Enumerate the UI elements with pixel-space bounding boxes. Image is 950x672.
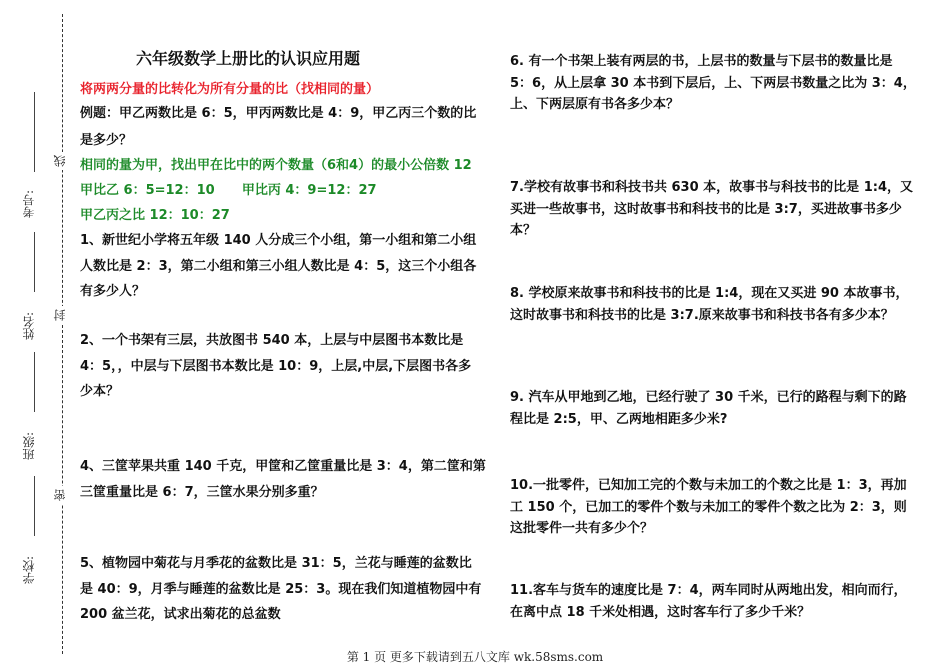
question-2 xyxy=(80,330,471,403)
question-2-line-2: 4：5，，中层与下层图书本数比是 10：9，上层,中层,下层图书各多 xyxy=(80,358,472,374)
question-5-line-3: 200 盆兰花，试求出菊花的总盆数 xyxy=(80,607,281,622)
hint-result: 甲乙丙之比 12：10：27 xyxy=(80,208,230,223)
question-9-line-2: 程比是 2:5，甲、乙两地相距多少米? xyxy=(510,411,728,427)
question-9 xyxy=(510,387,907,430)
page-footer: 第 1 页 更多下载请到五八文库 wk.58sms.com xyxy=(346,650,604,664)
question-6-line-1: 6. 有一个书架上装有两层的书，上层书的数量与下层书的数量比是 xyxy=(510,54,893,69)
question-6-line-3: 上、下两层原有书各多少本？ xyxy=(510,97,680,112)
question-2-line-1: 2、一个书架有三层，共放图书 540 本，上层与中层图书本数比是 xyxy=(80,333,464,348)
example-line-2: 是多少？ xyxy=(80,132,133,148)
section-subtitle: 将两两分量的比转化为所有分量的比（找相同的量） xyxy=(80,82,380,97)
question-4 xyxy=(80,456,486,503)
question-4-line-2: 三筐重量比是 6：7，三筐水果分别多重？ xyxy=(80,484,324,500)
question-2-line-3: 少本？ xyxy=(80,384,120,399)
class-label: 班级: xyxy=(22,431,36,460)
question-1-line-1: 1、新世纪小学将五年级 140 人分成三个小组，第一小组和第二小组 xyxy=(80,233,477,248)
question-10 xyxy=(510,475,907,540)
question-1-line-3: 有多少人？ xyxy=(80,284,146,299)
question-6-line-2: 5：6，从上层拿 30 本书到下层后，上、下两层书数量之比为 3：4， xyxy=(510,75,916,91)
binding-dashed-line xyxy=(62,14,63,654)
exam-number-label: 考号: xyxy=(22,189,36,218)
question-7 xyxy=(510,177,913,242)
question-4-line-1: 4、三筐苹果共重 140 千克，甲筐和乙筐重量比是 3：4，第二筐和第 xyxy=(80,459,486,474)
question-7-line-2: 买进一些故事书，这时故事书和科技书的比是 3:7，买进故事书多少 xyxy=(510,201,902,217)
question-1-line-2: 人数比是 2：3，第二小组和第三小组人数比是 4：5，这三个小组各 xyxy=(80,258,477,274)
page-title: 六年级数学上册比的认识应用题 xyxy=(136,49,361,68)
example-question xyxy=(80,103,476,151)
question-1 xyxy=(80,230,476,303)
hint-ratios: 甲比乙 6：5=12：10 甲比丙 4：9=12：27 xyxy=(80,183,377,198)
question-10-line-1: 10.一批零件，已知加工完的个数与未加工的个数之比是 1：3，再加 xyxy=(510,478,907,493)
school-label: 学校: xyxy=(22,555,36,584)
question-10-line-2: 工 150 个，已加工的零件个数与未加工的零件个数之比为 2：3，则 xyxy=(510,499,907,515)
seal-line: 线 xyxy=(53,152,71,170)
question-11-line-2: 在离中点 18 千米处相遇，这时客车行了多少千米？ xyxy=(510,604,811,620)
question-7-line-1: 7.学校有故事书和科技书共 630 本，故事书与科技书的比是 1:4，又 xyxy=(510,180,913,195)
question-11-line-1: 11.客车与货车的速度比是 7：4，两车同时从两地出发，相向而行， xyxy=(510,583,907,598)
seal-seal: 封 xyxy=(53,306,71,324)
question-5-line-2: 是 40：9，月季与睡莲的盆数比是 25：3。现在我们知道植物园中有 xyxy=(80,581,482,597)
question-6 xyxy=(510,51,916,116)
question-9-line-1: 9. 汽车从甲地到乙地，已经行驶了 30 千米，已行的路程与剩下的路 xyxy=(510,390,907,405)
school-rule xyxy=(34,476,35,536)
question-5 xyxy=(80,553,481,626)
question-10-line-3: 这批零件一共有多少个？ xyxy=(510,521,654,536)
question-8 xyxy=(510,283,908,326)
question-8-line-2: 这时故事书和科技书的比是 3:7.原来故事书和科技书各有多少本？ xyxy=(510,307,894,323)
question-11 xyxy=(510,580,907,623)
binding-margin xyxy=(0,0,78,672)
class-rule xyxy=(34,352,35,412)
example-line-1: 例题：甲乙两数比是 6：5，甲丙两数比是 4：9，甲乙丙三个数的比 xyxy=(80,106,477,121)
exam-number-rule xyxy=(34,92,35,172)
name-rule xyxy=(34,232,35,292)
seal-secret: 密 xyxy=(53,486,71,504)
question-5-line-1: 5、植物园中菊花与月季花的盆数比是 31：5，兰花与睡莲的盆数比 xyxy=(80,556,472,571)
name-label: 姓名: xyxy=(22,311,36,340)
hint-lcm: 相同的量为甲，找出甲在比中的两个数量（6和4）的最小公倍数 12 xyxy=(80,158,472,173)
question-7-line-3: 本？ xyxy=(510,223,537,238)
question-8-line-1: 8. 学校原来故事书和科技书的比是 1:4，现在又买进 90 本故事书， xyxy=(510,286,909,301)
